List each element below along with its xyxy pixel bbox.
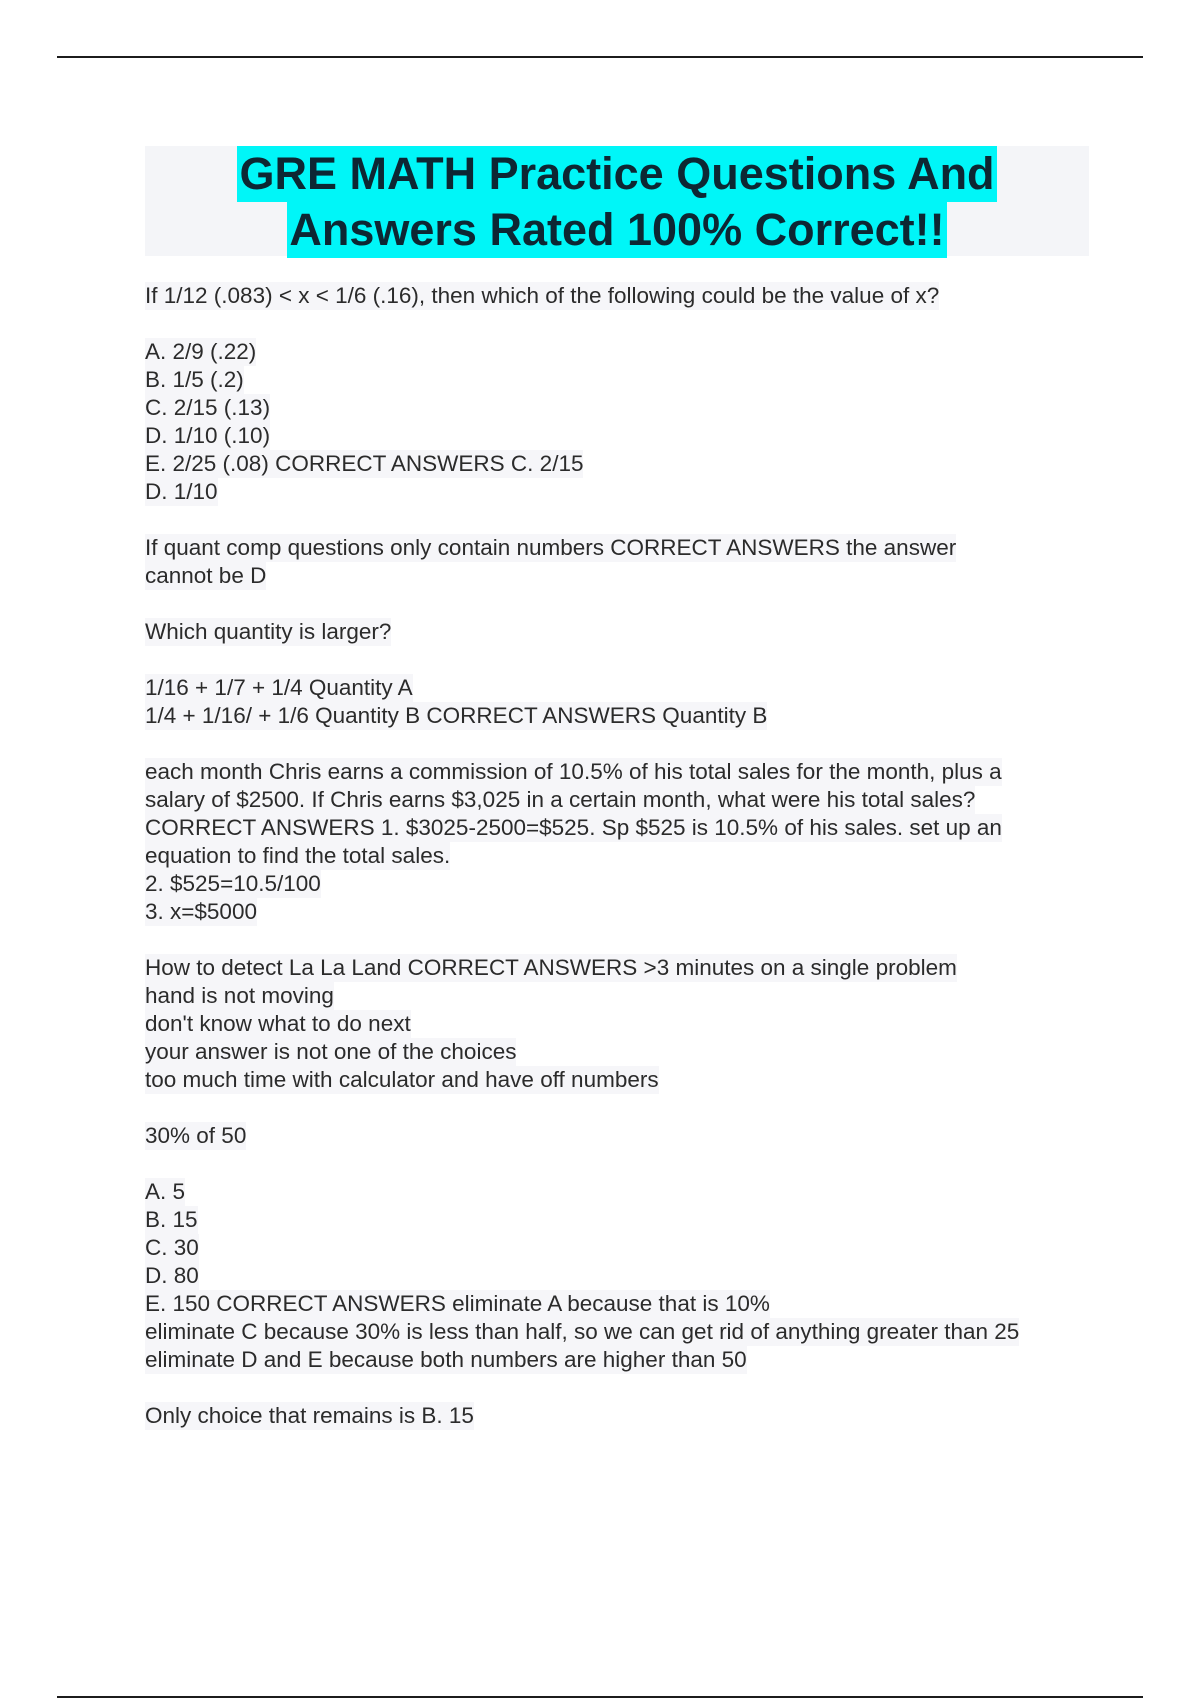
text-line: 30% of 50 bbox=[145, 1123, 247, 1148]
text-block bbox=[145, 954, 1105, 1094]
text-line: your answer is not one of the choices bbox=[145, 1039, 517, 1064]
text-line: 3. x=$5000 bbox=[145, 899, 257, 924]
text-block bbox=[145, 282, 1105, 310]
text-block bbox=[145, 674, 1105, 730]
text-line: B. 1/5 (.2) bbox=[145, 367, 244, 392]
text-line: If quant comp questions only contain numbers CORRECT ANSWERS the answer bbox=[145, 535, 957, 560]
text-line: 1/16 + 1/7 + 1/4 Quantity A bbox=[145, 675, 413, 700]
document-title-line-2: Answers Rated 100% Correct!! bbox=[287, 202, 946, 258]
text-block bbox=[145, 1178, 1105, 1374]
text-line: salary of $2500. If Chris earns $3,025 in a certain month, what were his total sales? bbox=[145, 787, 976, 812]
text-line: B. 15 bbox=[145, 1207, 198, 1232]
text-line: Only choice that remains is B. 15 bbox=[145, 1403, 474, 1428]
text-line: cannot be D bbox=[145, 563, 267, 588]
text-line: eliminate C because 30% is less than half, so we can get rid of anything greater than 25 bbox=[145, 1319, 1020, 1344]
text-line: 1/4 + 1/16/ + 1/6 Quantity B CORRECT ANSWERS Quantity B bbox=[145, 703, 768, 728]
text-line: too much time with calculator and have off numbers bbox=[145, 1067, 659, 1092]
text-line: D. 80 bbox=[145, 1263, 199, 1288]
bottom-divider bbox=[57, 1696, 1143, 1698]
text-line: eliminate D and E because both numbers are higher than 50 bbox=[145, 1347, 747, 1372]
text-line: D. 1/10 bbox=[145, 479, 218, 504]
text-line: A. 5 bbox=[145, 1179, 186, 1204]
text-block bbox=[145, 618, 1105, 646]
text-line: CORRECT ANSWERS 1. $3025-2500=$525. Sp $525 is 10.5% of his sales. set up an bbox=[145, 815, 1002, 840]
text-line: E. 150 CORRECT ANSWERS eliminate A because that is 10% bbox=[145, 1291, 770, 1316]
text-line: If 1/12 (.083) < x < 1/6 (.16), then which of the following could be the value of x? bbox=[145, 283, 940, 308]
title-banner bbox=[145, 146, 1089, 256]
text-line: D. 1/10 (.10) bbox=[145, 423, 271, 448]
text-block bbox=[145, 758, 1105, 926]
top-divider bbox=[57, 56, 1143, 58]
text-line: A. 2/9 (.22) bbox=[145, 339, 257, 364]
text-line: How to detect La La Land CORRECT ANSWERS >3 minutes on a single problem bbox=[145, 955, 957, 980]
text-line: equation to find the total sales. bbox=[145, 843, 451, 868]
text-line: each month Chris earns a commission of 10.5% of his total sales for the month, plus a bbox=[145, 759, 1002, 784]
text-block bbox=[145, 338, 1105, 506]
text-line: Which quantity is larger? bbox=[145, 619, 392, 644]
text-line: C. 30 bbox=[145, 1235, 199, 1260]
text-line: C. 2/15 (.13) bbox=[145, 395, 271, 420]
text-block bbox=[145, 1402, 1105, 1430]
document-title-line-1: GRE MATH Practice Questions And bbox=[237, 146, 996, 202]
text-line: hand is not moving bbox=[145, 983, 334, 1008]
text-line: E. 2/25 (.08) CORRECT ANSWERS C. 2/15 bbox=[145, 451, 584, 476]
text-block bbox=[145, 534, 1105, 590]
text-block bbox=[145, 1122, 1105, 1150]
document-body bbox=[145, 282, 1105, 1458]
text-line: don't know what to do next bbox=[145, 1011, 411, 1036]
text-line: 2. $525=10.5/100 bbox=[145, 871, 321, 896]
